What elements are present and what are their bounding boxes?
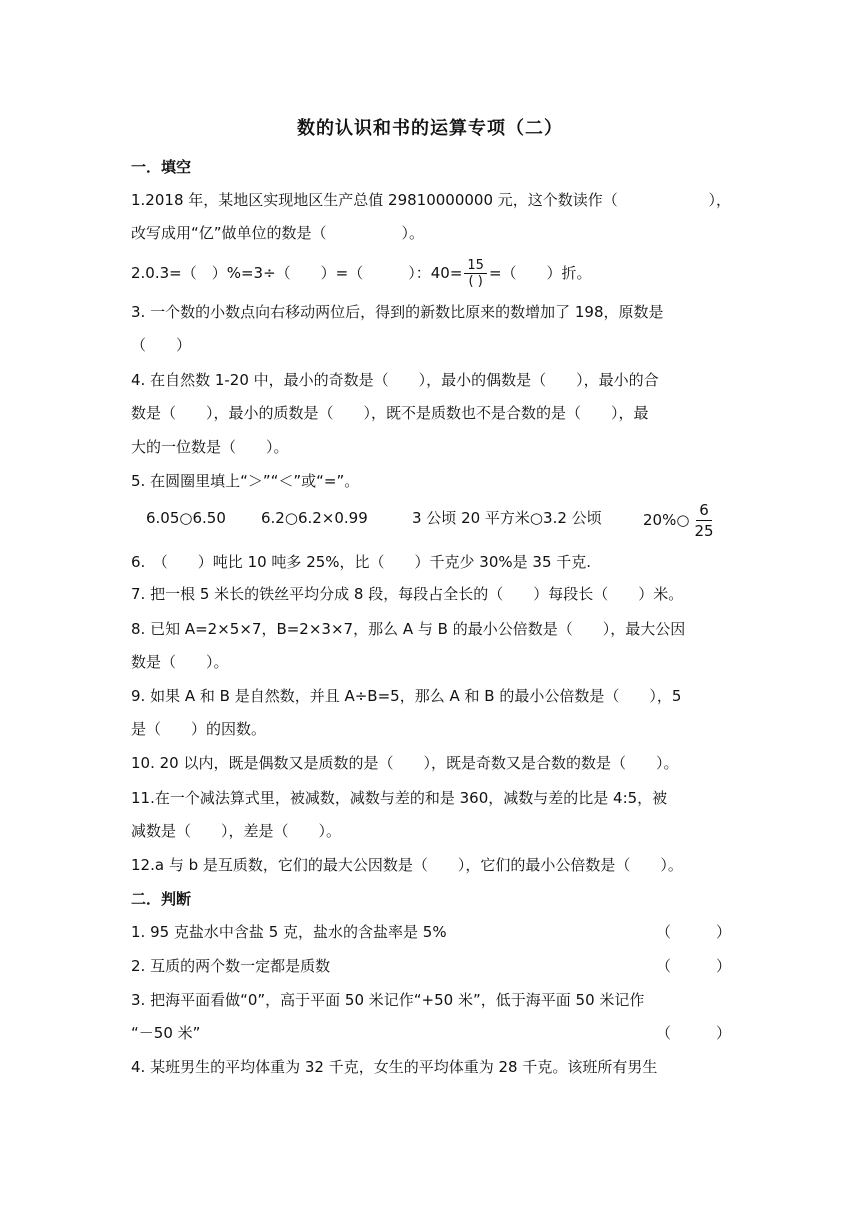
- question-8-line-1: 8. 已知 A=2×5×7，B=2×3×7，那么 A 与 B 的最小公倍数是（ ），最大公因: [131, 620, 686, 638]
- question-7: 7. 把一根 5 米长的铁丝平均分成 8 段，每段占全长的（ ）每段长（ ）米。: [131, 585, 684, 603]
- question-11-line-2: 减数是（ ），差是（ ）。: [131, 822, 342, 840]
- judge-2-text: 2. 互质的两个数一定都是质数: [131, 957, 331, 975]
- question-3-line-1: 3. 一个数的小数点向右移动两位后，得到的新数比原来的数增加了 198，原数是: [131, 303, 664, 321]
- comparison-4: [643, 500, 719, 541]
- judge-2: [131, 955, 731, 977]
- fraction-numerator: 6: [696, 500, 712, 521]
- fraction-denominator: 25: [694, 522, 714, 540]
- judge-3-line-2: [131, 1022, 731, 1044]
- question-1-blank-end: ），: [708, 191, 731, 209]
- comparison-3: 3 公顷 20 平方米○3.2 公顷: [412, 509, 602, 527]
- question-12: 12.a 与 b 是互质数，它们的最大公因数是（ ），它们的最小公倍数是（ ）。: [131, 856, 683, 874]
- question-2-post: =（ ）折。: [488, 264, 592, 282]
- comparison-4-pre: 20%○: [643, 511, 690, 529]
- judge-1-answer-parens: （ ）: [655, 923, 731, 941]
- question-2-fraction: [464, 258, 487, 289]
- question-4-line-3: 大的一位数是（ ）。: [131, 438, 289, 456]
- question-5-comparisons: [146, 501, 726, 542]
- comparison-2: 6.2○6.2×0.99: [261, 509, 368, 527]
- comparison-4-fraction: [691, 500, 716, 541]
- question-9-line-1: 9. 如果 A 和 B 是自然数，并且 A÷B=5，那么 A 和 B 的最小公倍数是（ ），5: [131, 687, 682, 705]
- question-3-line-2: （ ）: [131, 336, 192, 354]
- section-judge-heading: 二．判断: [131, 890, 192, 908]
- question-5-line-1: 5. 在圆圈里填上“＞”“＜”或“=”。: [131, 472, 360, 490]
- question-11-line-1: 11.在一个减法算式里，被减数，减数与差的和是 360，减数与差的比是 4:5，被: [131, 789, 668, 807]
- question-4-line-1: 4. 在自然数 1-20 中，最小的奇数是（ ），最小的偶数是（ ），最小的合: [131, 371, 659, 389]
- question-2: [131, 258, 731, 289]
- question-4-line-2: 数是（ ），最小的质数是（ ），既不是质数也不是合数的是（ ），最: [131, 404, 649, 422]
- judge-4-line-1: 4. 某班男生的平均体重为 32 千克，女生的平均体重为 28 千克。该班所有男生: [131, 1058, 658, 1076]
- judge-3-answer-parens: （ ）: [655, 1024, 731, 1042]
- judge-3-text: “－50 米”: [131, 1024, 201, 1042]
- question-8-line-2: 数是（ ）。: [131, 653, 229, 671]
- question-6: 6. （ ）吨比 10 吨多 25%，比（ ）千克少 30%是 35 千克.: [131, 553, 592, 571]
- question-1-line-2: 改写成用“亿”做单位的数是（ ）。: [131, 224, 425, 242]
- question-1-line-1: [131, 189, 731, 211]
- judge-3-line-1: 3. 把海平面看做“0”，高于平面 50 米记作“+50 米”，低于海平面 50 米记作: [131, 991, 645, 1009]
- question-10: 10. 20 以内，既是偶数又是质数的是（ ），既是奇数又是合数的数是（ ）。: [131, 754, 679, 772]
- fraction-denominator: ( ): [468, 274, 483, 289]
- section-fill-heading: 一．填空: [131, 158, 192, 176]
- page-title: 数的认识和书的运算专项（二）: [297, 118, 563, 139]
- question-9-line-2: 是（ ）的因数。: [131, 720, 267, 738]
- judge-2-answer-parens: （ ）: [655, 957, 731, 975]
- question-2-pre: 2.0.3=（ ）%=3÷（ ）=（ ）：40=: [131, 264, 463, 282]
- question-1-text: 1.2018 年，某地区实现地区生产总值 29810000000 元，这个数读作（: [131, 191, 618, 209]
- comparison-1: 6.05○6.50: [146, 509, 226, 527]
- judge-1-text: 1. 95 克盐水中含盐 5 克，盐水的含盐率是 5%: [131, 923, 447, 941]
- fraction-numerator: 15: [464, 258, 487, 274]
- judge-1: [131, 921, 731, 943]
